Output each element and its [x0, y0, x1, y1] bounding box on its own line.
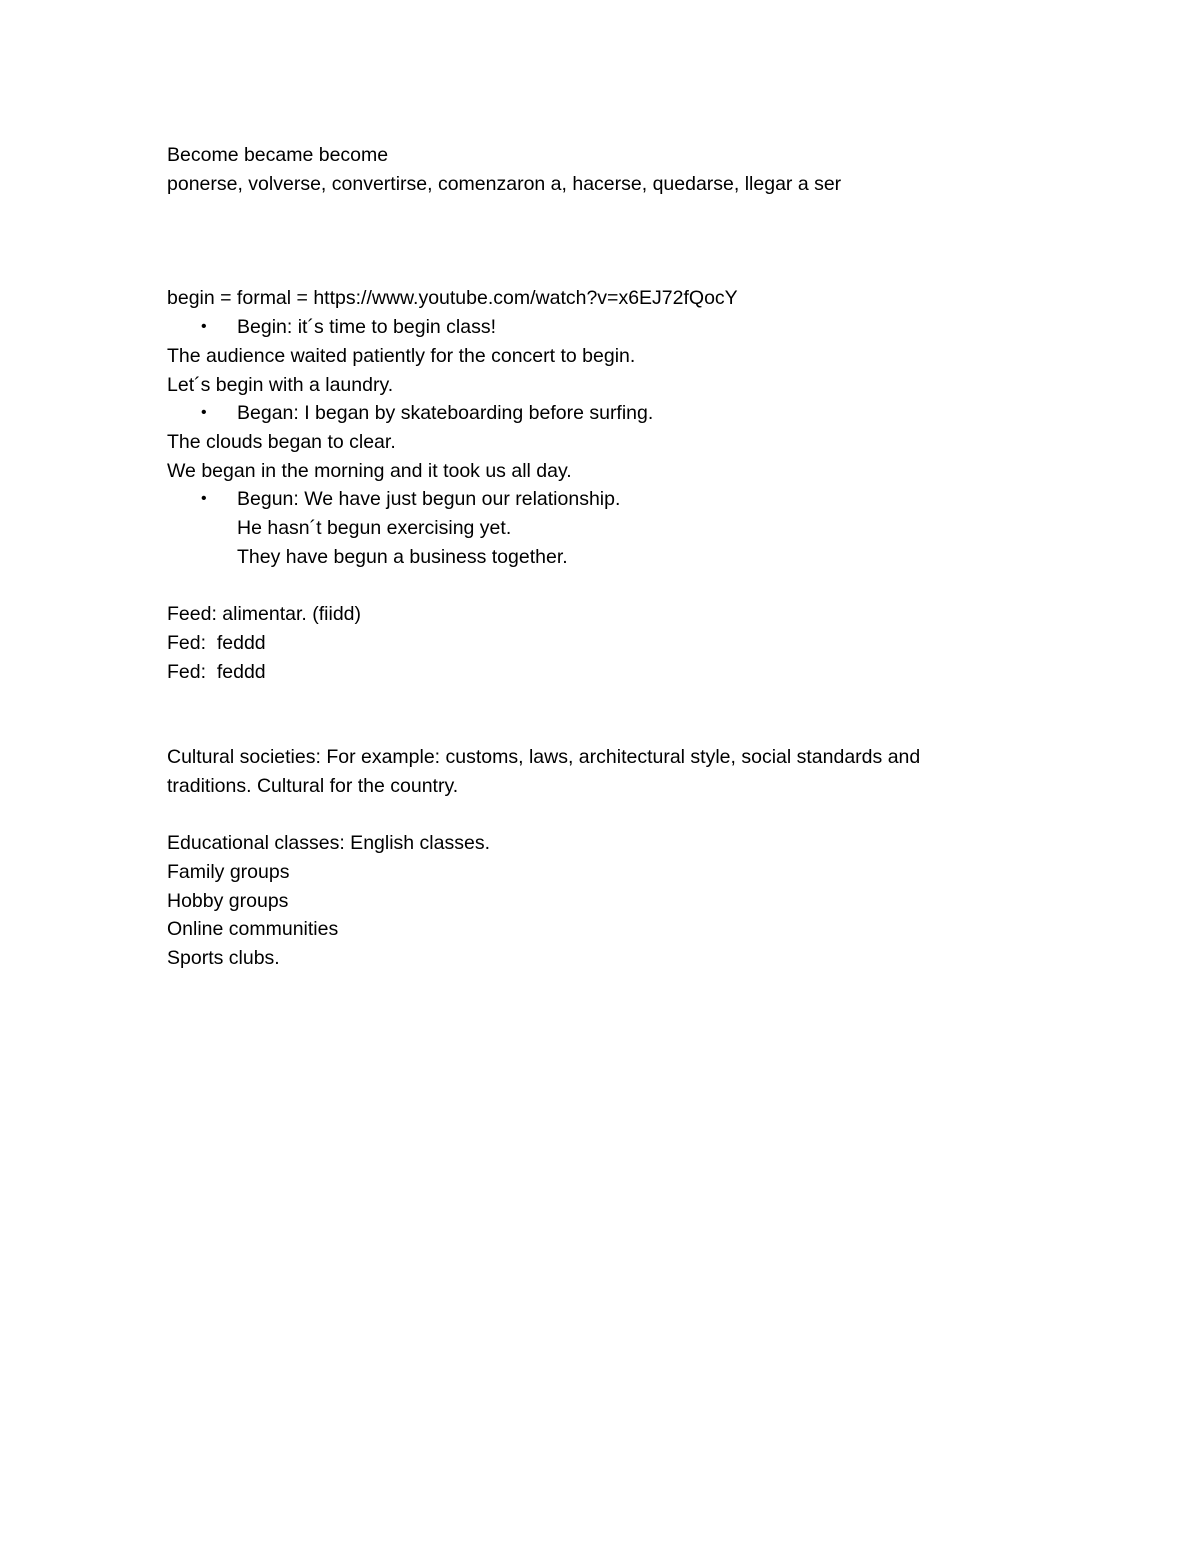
begun-bullet-item — [167, 485, 1047, 514]
spacer — [167, 198, 1047, 284]
group-online: Online communities — [167, 918, 339, 941]
group-educational: Educational classes: English classes. — [167, 832, 490, 855]
feed-line-2: Fed: feddd — [167, 631, 266, 654]
bullet-icon: • — [201, 318, 207, 336]
began-example-1: The clouds began to clear. — [167, 430, 396, 453]
cultural-paragraph: Cultural societies: For example: customs, laws, architectural style, social standards and traditions. Cultural for the country. — [167, 746, 921, 797]
began-bullet-item — [167, 399, 1047, 428]
group-sports: Sports clubs. — [167, 947, 280, 970]
spacer — [167, 801, 1047, 830]
group-family: Family groups — [167, 861, 290, 884]
begin-bullet-text: Begin: it´s time to begin class! — [237, 316, 497, 339]
group-hobby: Hobby groups — [167, 889, 289, 912]
document-body — [167, 141, 1047, 973]
began-bullet-text: Began: I began by skateboarding before surfing. — [237, 402, 654, 425]
feed-line-1: Feed: alimentar. (fiidd) — [167, 603, 362, 626]
become-heading: Become became become — [167, 144, 389, 166]
become-translations: ponerse, volverse, convertirse, comenzaron a, hacerse, quedarse, llegar a ser — [167, 172, 842, 195]
begin-example-1: The audience waited patiently for the concert to begin. — [167, 344, 636, 367]
begun-example-1: He hasn´t begun exercising yet. — [237, 517, 512, 540]
begin-line: begin = formal = https://www.youtube.com/watch?v=x6EJ72fQocY — [167, 287, 738, 310]
begin-example-2: Let´s begin with a laundry. — [167, 373, 394, 396]
spacer — [167, 571, 1047, 600]
bullet-icon: • — [201, 404, 207, 422]
spacer — [167, 686, 1047, 743]
begun-example-2: They have begun a business together. — [237, 545, 568, 568]
began-example-2: We began in the morning and it took us all day. — [167, 459, 572, 482]
begin-bullet-item — [167, 313, 1047, 342]
bullet-icon: • — [201, 490, 207, 508]
begun-bullet-text: Begun: We have just begun our relationship. — [237, 488, 621, 511]
feed-line-3: Fed: feddd — [167, 660, 266, 683]
